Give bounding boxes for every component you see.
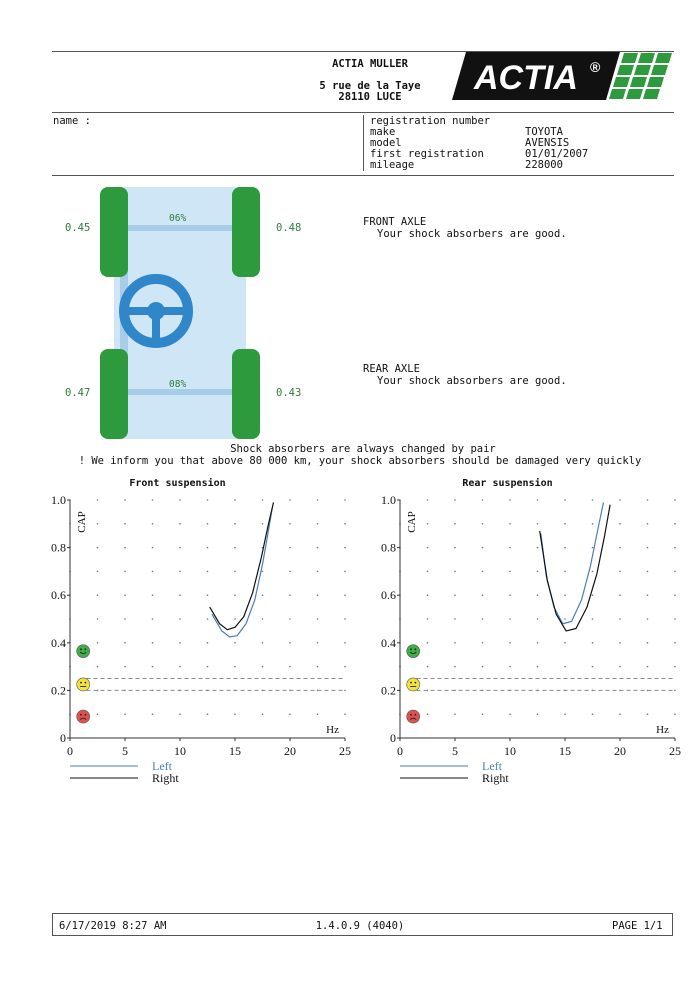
grid-dot bbox=[262, 666, 264, 668]
pair-notice: Shock absorbers are always changed by pair bbox=[230, 443, 496, 455]
grid-dot bbox=[427, 547, 429, 549]
smiley-eye bbox=[85, 682, 87, 684]
model-label: model bbox=[370, 137, 402, 149]
grid-dot bbox=[592, 547, 594, 549]
grid-dot bbox=[454, 666, 456, 668]
rear-right-value: 0.43 bbox=[276, 387, 302, 399]
grid-dot bbox=[179, 642, 181, 644]
smiley-eye bbox=[85, 648, 87, 650]
grid-dot bbox=[674, 690, 676, 692]
grid-dot bbox=[509, 594, 511, 596]
grid-dot bbox=[482, 499, 484, 501]
legend-label: Right bbox=[152, 771, 179, 785]
grid-dot bbox=[289, 523, 291, 525]
grid-dot bbox=[317, 666, 319, 668]
grid-dot bbox=[427, 594, 429, 596]
y-tick-label: 1.0 bbox=[51, 493, 66, 507]
front-right-tire bbox=[232, 187, 260, 277]
good-smiley-icon bbox=[77, 645, 90, 658]
grid-dot bbox=[124, 713, 126, 715]
front-left-value: 0.45 bbox=[65, 222, 91, 234]
grid-dot bbox=[152, 523, 154, 525]
front-axle-title: FRONT AXLE bbox=[363, 216, 427, 228]
grid-dot bbox=[317, 523, 319, 525]
rear-left-tire bbox=[100, 349, 128, 439]
grid-dot bbox=[647, 618, 649, 620]
mileage-warning: ! We inform you that above 80 000 km, your shock absorbers should be damaged very quickly bbox=[78, 455, 642, 467]
x-axis-label: Hz bbox=[326, 724, 339, 736]
grid-dot bbox=[427, 523, 429, 525]
smiley-eye bbox=[80, 682, 82, 684]
grid-dot bbox=[509, 523, 511, 525]
grid-dot bbox=[97, 547, 99, 549]
grid-dot bbox=[454, 594, 456, 596]
grid-dot bbox=[564, 642, 566, 644]
grid-dot bbox=[592, 594, 594, 596]
grid-dot bbox=[317, 618, 319, 620]
grid-dot bbox=[537, 499, 539, 501]
grid-dot bbox=[592, 666, 594, 668]
grid-dot bbox=[674, 594, 676, 596]
grid-dot bbox=[537, 713, 539, 715]
smiley-face bbox=[407, 710, 420, 723]
grid-dot bbox=[537, 571, 539, 573]
chart-title: Rear suspension bbox=[462, 478, 553, 489]
grid-dot bbox=[619, 547, 621, 549]
grid-dot bbox=[674, 642, 676, 644]
grid-dot bbox=[564, 547, 566, 549]
smiley-face bbox=[407, 645, 420, 658]
grid-dot bbox=[564, 594, 566, 596]
y-tick-label: 0.6 bbox=[381, 588, 396, 603]
rear-suspension-chart bbox=[368, 474, 700, 804]
grid-dot bbox=[509, 666, 511, 668]
customer-name-label: name : bbox=[53, 115, 91, 127]
grid-dot bbox=[234, 618, 236, 620]
grid-dot bbox=[262, 618, 264, 620]
y-axis-label: CAP bbox=[406, 511, 418, 533]
legend-label: Left bbox=[482, 759, 502, 773]
grid-dot bbox=[592, 571, 594, 573]
bad-smiley-icon bbox=[77, 710, 90, 723]
grid-dot bbox=[619, 642, 621, 644]
grid-dot bbox=[207, 594, 209, 596]
grid-dot bbox=[179, 523, 181, 525]
header-bottom-rule bbox=[52, 112, 674, 113]
grid-dot bbox=[317, 713, 319, 715]
grid-dot bbox=[179, 499, 181, 501]
smiley-eye bbox=[410, 714, 412, 716]
y-tick-label: 0 bbox=[390, 731, 396, 745]
grid-dot bbox=[152, 571, 154, 573]
x-tick-label: 10 bbox=[174, 744, 186, 758]
grid-dot bbox=[152, 499, 154, 501]
grid-dot bbox=[207, 642, 209, 644]
grid-dot bbox=[207, 666, 209, 668]
front-suspension-chart bbox=[38, 474, 378, 804]
grid-dot bbox=[647, 666, 649, 668]
make-label: make bbox=[370, 126, 396, 138]
x-tick-label: 20 bbox=[284, 744, 296, 758]
grid-dot bbox=[97, 499, 99, 501]
grid-dot bbox=[124, 666, 126, 668]
mileage-value: 228000 bbox=[525, 159, 563, 171]
x-tick-label: 15 bbox=[559, 744, 571, 758]
grid-dot bbox=[564, 713, 566, 715]
grid-dot bbox=[234, 571, 236, 573]
first-registration-label: first registration bbox=[370, 148, 484, 160]
grid-dot bbox=[674, 523, 676, 525]
series-line-right bbox=[210, 502, 274, 629]
grid-dot bbox=[674, 713, 676, 715]
neutral-smiley-icon bbox=[407, 678, 420, 691]
grid-dot bbox=[482, 642, 484, 644]
grid-dot bbox=[207, 618, 209, 620]
chart-title: Front suspension bbox=[129, 478, 226, 489]
grid-dot bbox=[427, 713, 429, 715]
grid-dot bbox=[537, 594, 539, 596]
grid-dot bbox=[97, 523, 99, 525]
legend-label: Right bbox=[482, 771, 509, 785]
good-smiley-icon bbox=[407, 645, 420, 658]
smiley-face bbox=[77, 678, 90, 691]
y-tick-label: 0.2 bbox=[381, 683, 396, 698]
x-tick-label: 25 bbox=[339, 744, 351, 758]
grid-dot bbox=[97, 642, 99, 644]
grid-dot bbox=[509, 713, 511, 715]
y-tick-label: 1.0 bbox=[381, 493, 396, 507]
smiley-eye bbox=[80, 648, 82, 650]
grid-dot bbox=[317, 499, 319, 501]
smiley-eye bbox=[80, 714, 82, 716]
grid-dot bbox=[344, 618, 346, 620]
make-value: TOYOTA bbox=[525, 126, 563, 138]
grid-dot bbox=[537, 547, 539, 549]
grid-dot bbox=[124, 547, 126, 549]
grid-dot bbox=[289, 547, 291, 549]
grid-dot bbox=[234, 642, 236, 644]
grid-dot bbox=[674, 547, 676, 549]
grid-dot bbox=[674, 666, 676, 668]
grid-dot bbox=[647, 594, 649, 596]
front-axle-message: Your shock absorbers are good. bbox=[377, 228, 567, 240]
grid-dot bbox=[482, 666, 484, 668]
vehicle-info-bottom-rule bbox=[52, 175, 674, 176]
x-tick-label: 10 bbox=[504, 744, 516, 758]
registration-label: registration number bbox=[370, 115, 491, 127]
grid-dot bbox=[454, 618, 456, 620]
smiley-eye bbox=[410, 648, 412, 650]
grid-dot bbox=[509, 642, 511, 644]
x-tick-label: 20 bbox=[614, 744, 626, 758]
x-axis-label: Hz bbox=[656, 724, 669, 736]
grid-dot bbox=[262, 642, 264, 644]
grid-dot bbox=[317, 642, 319, 644]
grid-dot bbox=[454, 642, 456, 644]
grid-dot bbox=[509, 571, 511, 573]
grid-dot bbox=[564, 499, 566, 501]
grid-dot bbox=[344, 523, 346, 525]
y-tick-label: 0.4 bbox=[381, 635, 396, 650]
y-tick-label: 0.6 bbox=[51, 588, 66, 603]
grid-dot bbox=[509, 618, 511, 620]
grid-dot bbox=[482, 571, 484, 573]
front-right-value: 0.48 bbox=[276, 222, 302, 234]
grid-dot bbox=[262, 594, 264, 596]
grid-dot bbox=[317, 547, 319, 549]
rear-axle-title: REAR AXLE bbox=[363, 363, 420, 375]
legend-label: Left bbox=[152, 759, 172, 773]
grid-dot bbox=[262, 523, 264, 525]
rear-left-value: 0.47 bbox=[65, 387, 91, 399]
footer-version: 1.4.0.9 (4040) bbox=[315, 920, 405, 932]
grid-dot bbox=[152, 594, 154, 596]
grid-dot bbox=[427, 642, 429, 644]
y-tick-label: 0.8 bbox=[381, 540, 396, 555]
grid-dot bbox=[647, 571, 649, 573]
series-line-left bbox=[541, 502, 604, 623]
grid-dot bbox=[674, 499, 676, 501]
y-tick-label: 0.8 bbox=[51, 540, 66, 555]
grid-dot bbox=[97, 571, 99, 573]
rear-axle-message: Your shock absorbers are good. bbox=[377, 375, 567, 387]
grid-dot bbox=[619, 618, 621, 620]
grid-dot bbox=[97, 618, 99, 620]
grid-dot bbox=[179, 594, 181, 596]
grid-dot bbox=[592, 499, 594, 501]
grid-dot bbox=[619, 499, 621, 501]
grid-dot bbox=[344, 690, 346, 692]
grid-dot bbox=[124, 642, 126, 644]
grid-dot bbox=[674, 618, 676, 620]
grid-dot bbox=[454, 523, 456, 525]
grid-dot bbox=[207, 499, 209, 501]
grid-dot bbox=[344, 642, 346, 644]
grid-dot bbox=[592, 523, 594, 525]
smiley-eye bbox=[415, 648, 417, 650]
footer-page: PAGE 1/1 bbox=[612, 920, 663, 932]
grid-dot bbox=[482, 594, 484, 596]
grid-dot bbox=[179, 618, 181, 620]
company-address-line1: 5 rue de la Taye bbox=[319, 80, 421, 92]
grid-dot bbox=[564, 571, 566, 573]
grid-dot bbox=[619, 666, 621, 668]
grid-dot bbox=[647, 499, 649, 501]
grid-dot bbox=[289, 571, 291, 573]
smiley-face bbox=[77, 645, 90, 658]
grid-dot bbox=[289, 642, 291, 644]
x-tick-label: 0 bbox=[397, 744, 403, 758]
series-line-left bbox=[212, 507, 273, 637]
first-registration-value: 01/01/2007 bbox=[525, 148, 589, 160]
grid-dot bbox=[234, 547, 236, 549]
grid-dot bbox=[619, 523, 621, 525]
grid-dot bbox=[234, 523, 236, 525]
bad-smiley-icon bbox=[407, 710, 420, 723]
grid-dot bbox=[262, 571, 264, 573]
grid-dot bbox=[427, 666, 429, 668]
grid-dot bbox=[592, 642, 594, 644]
mileage-label: mileage bbox=[370, 159, 415, 171]
grid-dot bbox=[619, 571, 621, 573]
grid-dot bbox=[509, 499, 511, 501]
smiley-eye bbox=[410, 682, 412, 684]
model-value: AVENSIS bbox=[525, 137, 570, 149]
grid-dot bbox=[647, 713, 649, 715]
grid-dot bbox=[647, 523, 649, 525]
y-tick-label: 0.2 bbox=[51, 683, 66, 698]
rear-right-tire bbox=[232, 349, 260, 439]
grid-dot bbox=[619, 713, 621, 715]
grid-dot bbox=[289, 618, 291, 620]
grid-dot bbox=[97, 594, 99, 596]
front-left-tire bbox=[100, 187, 128, 277]
grid-dot bbox=[454, 571, 456, 573]
grid-dot bbox=[454, 713, 456, 715]
grid-dot bbox=[97, 713, 99, 715]
grid-dot bbox=[509, 547, 511, 549]
grid-dot bbox=[207, 713, 209, 715]
grid-dot bbox=[344, 594, 346, 596]
smiley-eye bbox=[85, 714, 87, 716]
y-tick-label: 0 bbox=[60, 731, 66, 745]
grid-dot bbox=[564, 618, 566, 620]
smiley-face bbox=[77, 710, 90, 723]
smiley-eye bbox=[415, 682, 417, 684]
grid-dot bbox=[564, 523, 566, 525]
grid-dot bbox=[647, 547, 649, 549]
grid-dot bbox=[152, 642, 154, 644]
grid-dot bbox=[262, 713, 264, 715]
grid-dot bbox=[344, 713, 346, 715]
x-tick-label: 0 bbox=[67, 744, 73, 758]
grid-dot bbox=[537, 666, 539, 668]
grid-dot bbox=[289, 594, 291, 596]
grid-dot bbox=[344, 499, 346, 501]
neutral-smiley-icon bbox=[77, 678, 90, 691]
grid-dot bbox=[124, 618, 126, 620]
grid-dot bbox=[234, 594, 236, 596]
grid-dot bbox=[289, 499, 291, 501]
grid-dot bbox=[482, 618, 484, 620]
svg-text:ACTIA: ACTIA bbox=[474, 59, 578, 97]
grid-dot bbox=[124, 523, 126, 525]
grid-dot bbox=[619, 594, 621, 596]
grid-dot bbox=[262, 499, 264, 501]
grid-dot bbox=[152, 618, 154, 620]
grid-dot bbox=[234, 713, 236, 715]
grid-dot bbox=[179, 571, 181, 573]
actia-logo bbox=[452, 52, 674, 100]
grid-dot bbox=[537, 618, 539, 620]
grid-dot bbox=[179, 547, 181, 549]
grid-dot bbox=[97, 666, 99, 668]
rear-imbalance: 08% bbox=[169, 379, 187, 390]
smiley-eye bbox=[415, 714, 417, 716]
company-name: ACTIA MULLER bbox=[332, 58, 408, 70]
grid-dot bbox=[564, 666, 566, 668]
smiley-face bbox=[407, 678, 420, 691]
grid-dot bbox=[344, 666, 346, 668]
grid-dot bbox=[344, 547, 346, 549]
grid-dot bbox=[454, 499, 456, 501]
grid-dot bbox=[592, 618, 594, 620]
grid-dot bbox=[482, 547, 484, 549]
y-axis-label: CAP bbox=[76, 511, 88, 533]
grid-dot bbox=[289, 666, 291, 668]
x-tick-label: 5 bbox=[452, 744, 458, 758]
front-imbalance: 06% bbox=[169, 213, 187, 224]
grid-dot bbox=[647, 642, 649, 644]
footer-datetime: 6/17/2019 8:27 AM bbox=[59, 920, 167, 932]
grid-dot bbox=[427, 618, 429, 620]
x-tick-label: 25 bbox=[669, 744, 681, 758]
grid-dot bbox=[317, 594, 319, 596]
grid-dot bbox=[207, 547, 209, 549]
grid-dot bbox=[179, 713, 181, 715]
grid-dot bbox=[207, 571, 209, 573]
grid-dot bbox=[427, 571, 429, 573]
svg-text:®: ® bbox=[590, 59, 601, 75]
grid-dot bbox=[234, 499, 236, 501]
grid-dot bbox=[152, 666, 154, 668]
grid-dot bbox=[454, 547, 456, 549]
grid-dot bbox=[152, 713, 154, 715]
grid-dot bbox=[592, 713, 594, 715]
grid-dot bbox=[482, 523, 484, 525]
grid-dot bbox=[124, 571, 126, 573]
grid-dot bbox=[537, 523, 539, 525]
grid-dot bbox=[344, 571, 346, 573]
grid-dot bbox=[537, 642, 539, 644]
grid-dot bbox=[289, 713, 291, 715]
grid-dot bbox=[124, 594, 126, 596]
company-address-line2: 28110 LUCE bbox=[338, 91, 402, 103]
grid-dot bbox=[207, 523, 209, 525]
x-tick-label: 15 bbox=[229, 744, 241, 758]
grid-dot bbox=[482, 713, 484, 715]
grid-dot bbox=[674, 571, 676, 573]
grid-dot bbox=[179, 666, 181, 668]
grid-dot bbox=[124, 499, 126, 501]
vehicle-info-divider bbox=[363, 115, 364, 171]
grid-dot bbox=[427, 499, 429, 501]
grid-dot bbox=[317, 571, 319, 573]
y-tick-label: 0.4 bbox=[51, 635, 66, 650]
x-tick-label: 5 bbox=[122, 744, 128, 758]
grid-dot bbox=[234, 666, 236, 668]
grid-dot bbox=[152, 547, 154, 549]
